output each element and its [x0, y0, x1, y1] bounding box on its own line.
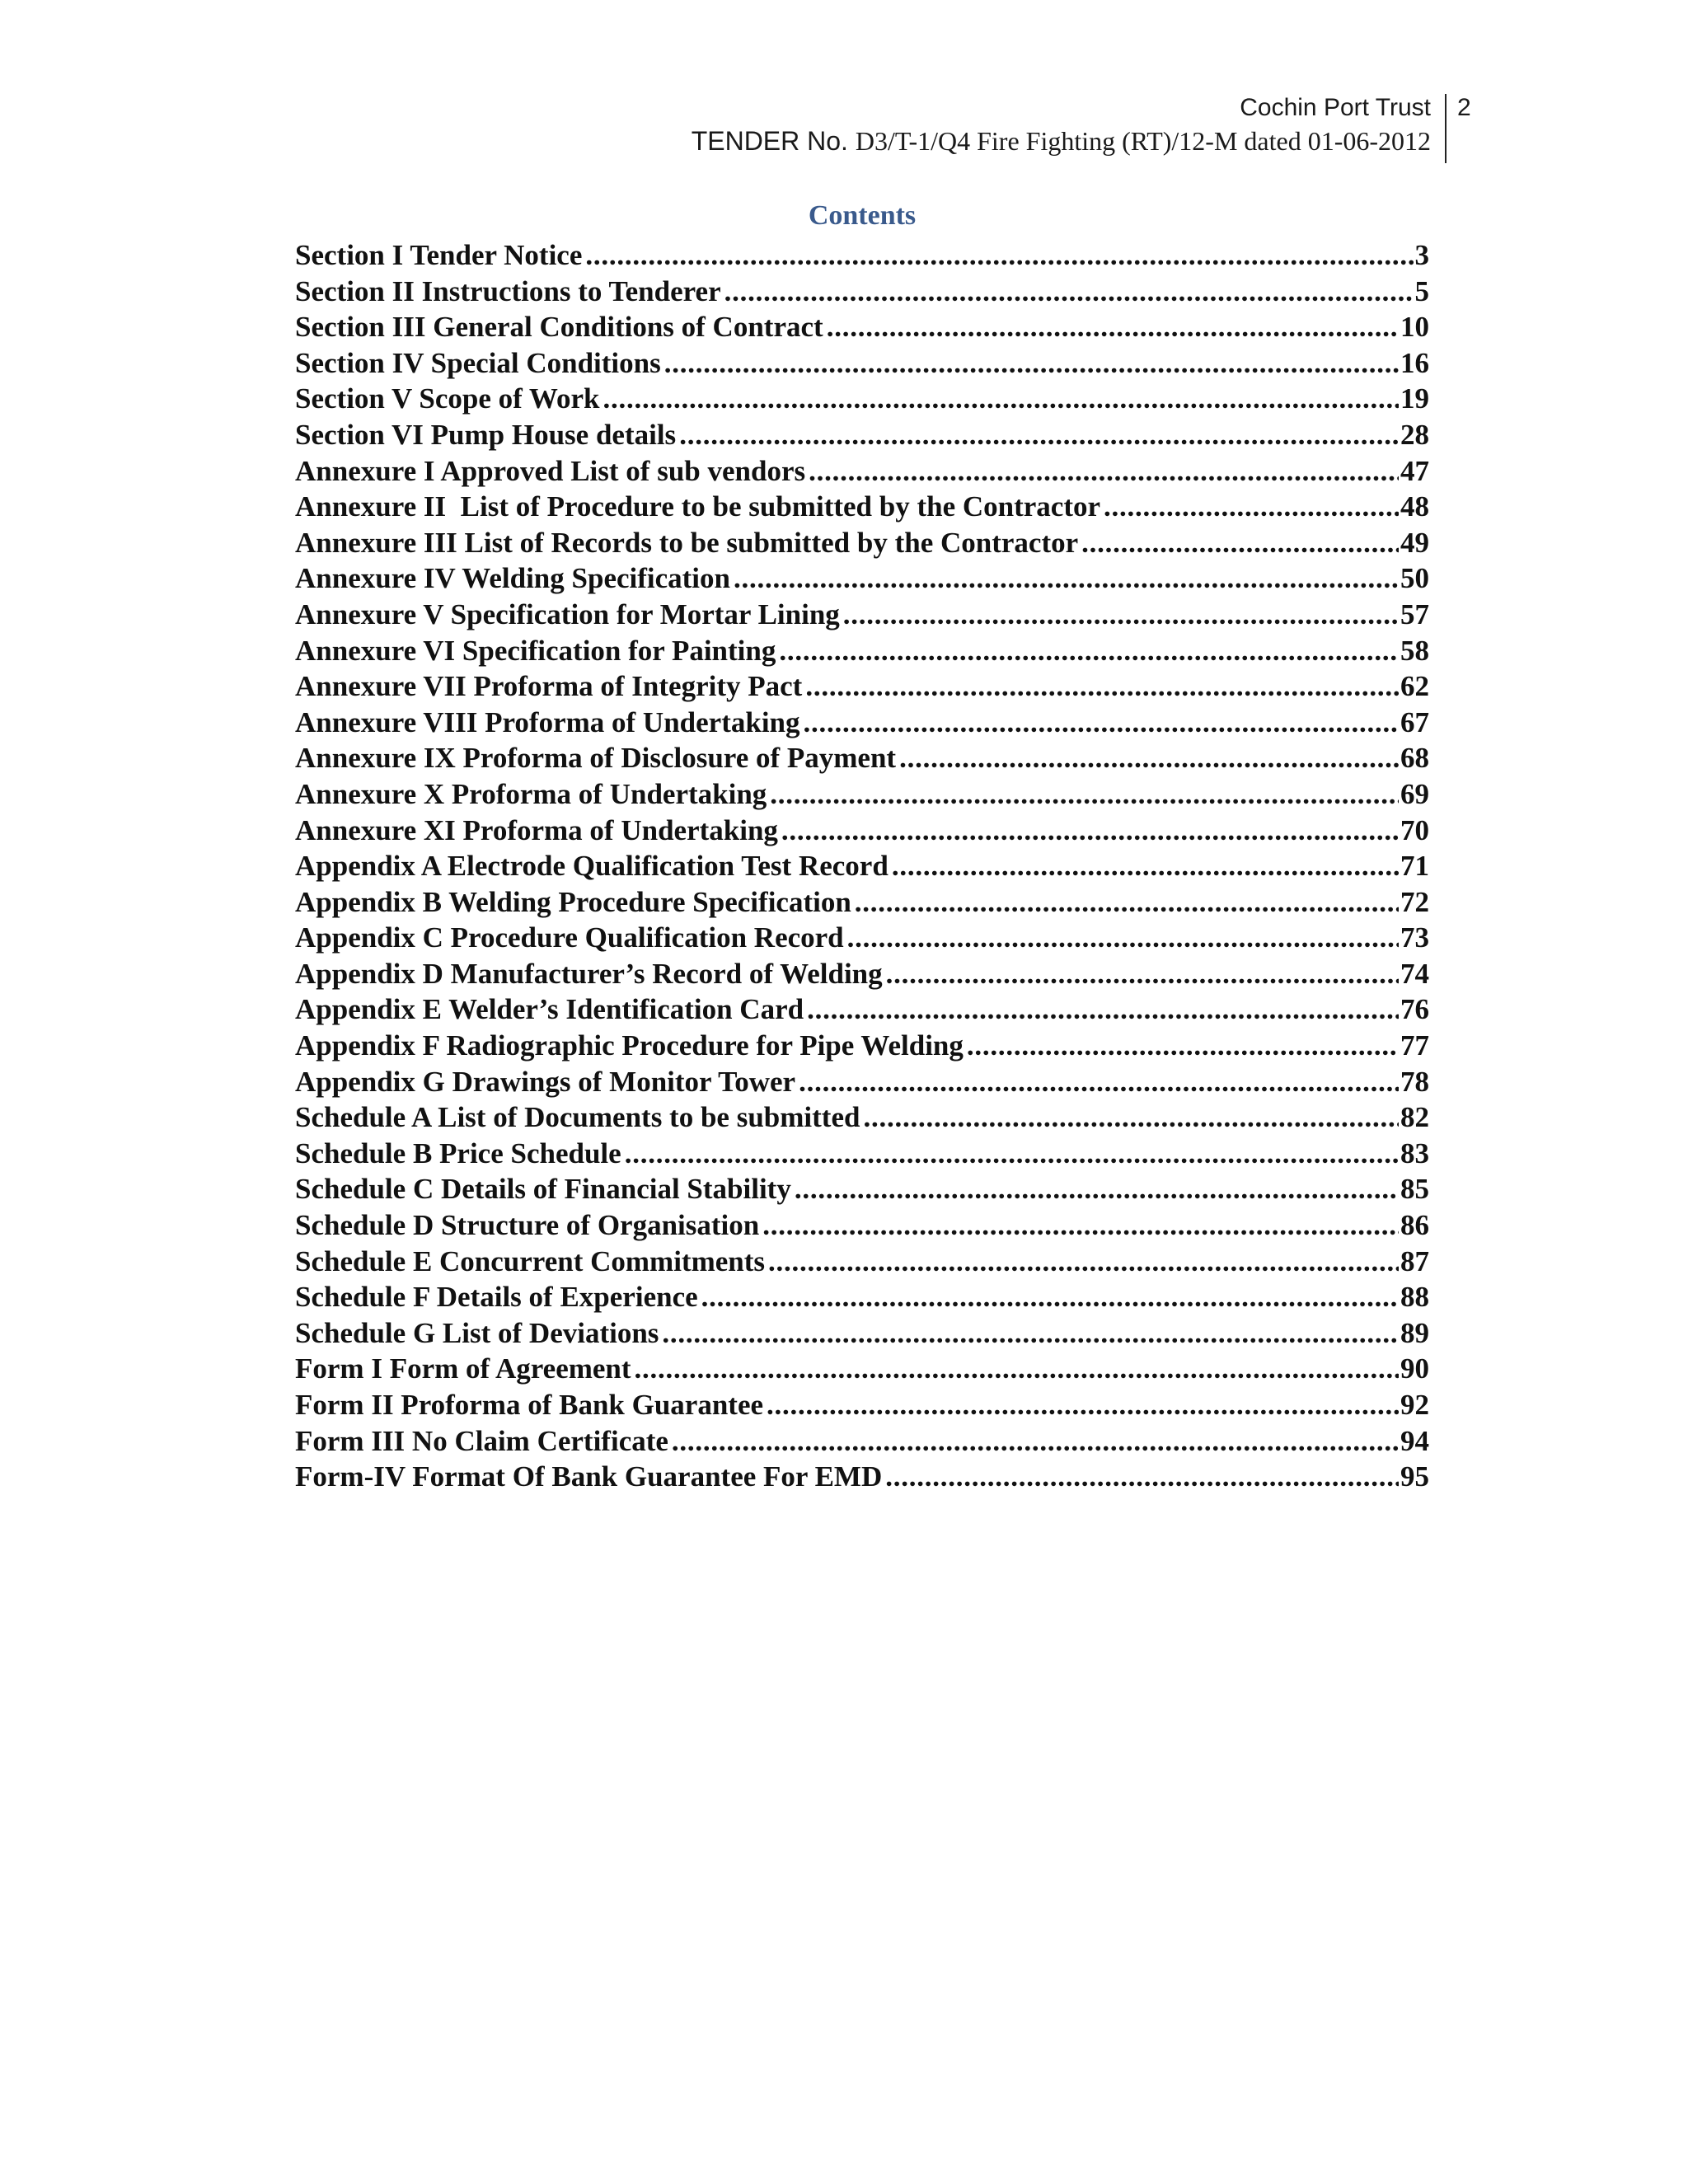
toc-entry[interactable]: [295, 740, 1429, 776]
toc-entry-label: Form III No Claim Certificate: [295, 1424, 668, 1457]
toc-entry-label: Section I Tender Notice: [295, 239, 583, 271]
dot-leader: [762, 1207, 1399, 1244]
toc-entry[interactable]: [295, 453, 1429, 490]
toc-entry-label: Form-IV Format Of Bank Guarantee For EMD: [295, 1460, 883, 1493]
toc-entry[interactable]: [295, 813, 1429, 849]
toc-entry-label: Schedule F Details of Experience: [295, 1281, 698, 1314]
toc-entry-label: Annexure II List of Procedure to be submitted by the Contractor: [295, 490, 1101, 523]
toc-entry[interactable]: [295, 1423, 1429, 1460]
toc-entry[interactable]: [295, 274, 1429, 310]
dot-leader: [724, 274, 1414, 310]
toc-entry-label: Appendix G Drawings of Monitor Tower: [295, 1065, 796, 1098]
toc-entry-label: Annexure X Proforma of Undertaking: [295, 777, 767, 810]
toc-entry[interactable]: [295, 1171, 1429, 1207]
toc-entry[interactable]: [295, 705, 1429, 741]
toc-entry-page: 87: [1400, 1244, 1429, 1277]
toc-entry-page: 67: [1400, 705, 1429, 738]
toc-entry-label: Appendix D Manufacturer’s Record of Welding: [295, 957, 883, 990]
toc-entry-label: Annexure VIII Proforma of Undertaking: [295, 705, 800, 738]
toc-entry-label: Appendix B Welding Procedure Specification: [295, 885, 851, 918]
toc-entry-label: Section VI Pump House details: [295, 418, 677, 451]
toc-entry-label: Section II Instructions to Tenderer: [295, 274, 721, 307]
toc-entry-label: Schedule B Price Schedule: [295, 1137, 621, 1169]
toc-entry-page: 83: [1400, 1137, 1429, 1169]
toc-entry-page: 90: [1400, 1352, 1429, 1385]
toc-entry-page: 68: [1400, 742, 1429, 775]
toc-entry-page: 19: [1400, 382, 1429, 415]
dot-leader: [662, 1315, 1399, 1352]
toc-entry-label: Appendix E Welder’s Identification Card: [295, 993, 804, 1026]
dot-leader: [779, 633, 1399, 669]
toc-entry-page: 16: [1400, 346, 1429, 379]
toc-entry-page: 82: [1400, 1101, 1429, 1134]
dot-leader: [804, 705, 1399, 741]
toc-entry-page: 76: [1400, 993, 1429, 1026]
tender-number: D3/T-1/Q4 Fire Fighting (RT)/12-M dated 01-06-2012: [855, 126, 1431, 156]
toc-entry-label: Appendix A Electrode Qualification Test Record: [295, 850, 889, 883]
dot-leader: [885, 1459, 1399, 1495]
dot-leader: [847, 920, 1399, 956]
toc-entry-label: Form I Form of Agreement: [295, 1352, 631, 1385]
toc-entry[interactable]: [295, 1279, 1429, 1315]
toc-entry-page: 95: [1400, 1460, 1429, 1493]
toc-entry-label: Annexure VI Specification for Painting: [295, 634, 776, 667]
toc-entry[interactable]: [295, 1028, 1429, 1064]
toc-entry[interactable]: [295, 1244, 1429, 1280]
toc-entry-page: 88: [1400, 1281, 1429, 1314]
toc-entry[interactable]: [295, 417, 1429, 453]
toc-entry-page: 85: [1400, 1173, 1429, 1206]
page-header: [692, 92, 1431, 158]
dot-leader: [635, 1351, 1399, 1387]
toc-entry-page: 3: [1414, 239, 1429, 271]
toc-entry-label: Annexure IX Proforma of Disclosure of Payment: [295, 742, 897, 775]
toc-entry-label: Schedule A List of Documents to be submitted: [295, 1101, 860, 1134]
toc-entry-page: 94: [1400, 1424, 1429, 1457]
toc-entry[interactable]: [295, 309, 1429, 345]
toc-entry[interactable]: [295, 884, 1429, 921]
dot-leader: [625, 1136, 1399, 1172]
toc-entry[interactable]: [295, 1351, 1429, 1387]
dot-leader: [734, 560, 1399, 597]
dot-leader: [855, 884, 1399, 921]
toc-entry-page: 48: [1400, 490, 1429, 523]
toc-entry[interactable]: [295, 1136, 1429, 1172]
toc-entry[interactable]: [295, 668, 1429, 705]
toc-entry-page: 69: [1400, 777, 1429, 810]
toc-entry-label: Annexure I Approved List of sub vendors: [295, 454, 806, 487]
toc-entry[interactable]: [295, 489, 1429, 525]
toc-entry-page: 77: [1400, 1029, 1429, 1062]
toc-entry[interactable]: [295, 237, 1429, 274]
toc-entry-page: 10: [1400, 311, 1429, 344]
dot-leader: [701, 1279, 1399, 1315]
dot-leader: [768, 1244, 1399, 1280]
toc-entry-page: 28: [1400, 418, 1429, 451]
dot-leader: [827, 309, 1399, 345]
dot-leader: [892, 848, 1399, 884]
toc-entry-label: Appendix F Radiographic Procedure for Pipe Welding: [295, 1029, 964, 1062]
dot-leader: [770, 776, 1399, 813]
toc-entry-page: 50: [1400, 562, 1429, 595]
toc-entry[interactable]: [295, 560, 1429, 597]
toc-entry-page: 47: [1400, 454, 1429, 487]
toc-entry-label: Annexure XI Proforma of Undertaking: [295, 813, 778, 846]
toc-entry[interactable]: [295, 920, 1429, 956]
toc-entry-label: Section III General Conditions of Contract: [295, 311, 823, 344]
dot-leader: [781, 813, 1399, 849]
dot-leader: [585, 237, 1413, 274]
toc-entry-page: 72: [1400, 885, 1429, 918]
toc-entry-page: 74: [1400, 957, 1429, 990]
toc-entry-page: 73: [1400, 921, 1429, 954]
toc-entry-page: 92: [1400, 1389, 1429, 1421]
toc-entry[interactable]: [295, 597, 1429, 633]
contents-heading: Contents: [808, 200, 917, 231]
dot-leader: [672, 1423, 1399, 1460]
dot-leader: [805, 668, 1399, 705]
toc-entry[interactable]: [295, 345, 1429, 382]
toc-entry-label: Schedule E Concurrent Commitments: [295, 1244, 766, 1277]
dot-leader: [1081, 525, 1399, 561]
toc-entry-page: 57: [1400, 598, 1429, 630]
dot-leader: [799, 1064, 1399, 1100]
toc-entry[interactable]: [295, 1459, 1429, 1495]
dot-leader: [809, 453, 1399, 490]
dot-leader: [807, 991, 1399, 1028]
header-divider: [1445, 94, 1447, 163]
dot-leader: [843, 597, 1399, 633]
dot-leader: [899, 740, 1399, 776]
toc-entry-page: 86: [1400, 1209, 1429, 1242]
toc-entry[interactable]: [295, 776, 1429, 813]
toc-entry-page: 71: [1400, 850, 1429, 883]
dot-leader: [886, 956, 1399, 992]
toc-entry-label: Schedule G List of Deviations: [295, 1316, 659, 1349]
tender-reference: [692, 124, 1431, 158]
toc-entry[interactable]: [295, 1387, 1429, 1423]
tender-prefix: TENDER No.: [691, 126, 856, 156]
toc-entry[interactable]: [295, 956, 1429, 992]
page-number: 2: [1457, 94, 1471, 121]
toc-entry-label: Annexure VII Proforma of Integrity Pact: [295, 670, 803, 703]
dot-leader: [967, 1028, 1399, 1064]
dot-leader: [767, 1387, 1399, 1423]
toc-entry-label: Annexure IV Welding Specification: [295, 562, 730, 595]
toc-entry[interactable]: [295, 1315, 1429, 1352]
dot-leader: [863, 1099, 1399, 1136]
toc-entry[interactable]: [295, 525, 1429, 561]
toc-entry-label: Appendix C Procedure Qualification Record: [295, 921, 844, 954]
toc-entry-page: 78: [1400, 1065, 1429, 1098]
toc-entry[interactable]: [295, 991, 1429, 1028]
toc-entry[interactable]: [295, 381, 1429, 417]
toc-entry-label: Section V Scope of Work: [295, 382, 600, 415]
toc-entry-page: 89: [1400, 1316, 1429, 1349]
toc-entry-page: 70: [1400, 813, 1429, 846]
toc-entry-page: 58: [1400, 634, 1429, 667]
toc-entry[interactable]: [295, 1099, 1429, 1136]
toc-entry-label: Section IV Special Conditions: [295, 346, 661, 379]
dot-leader: [795, 1171, 1399, 1207]
toc-entry[interactable]: [295, 848, 1429, 884]
toc-entry-label: Annexure III List of Records to be submitted by the Contractor: [295, 526, 1079, 559]
organization-name: Cochin Port Trust: [1240, 94, 1431, 121]
toc-entry[interactable]: [295, 633, 1429, 669]
toc-entry-label: Form II Proforma of Bank Guarantee: [295, 1389, 764, 1421]
dot-leader: [603, 381, 1399, 417]
toc-entry-page: 5: [1414, 274, 1429, 307]
toc-entry-label: Annexure V Specification for Mortar Lining: [295, 598, 840, 630]
dot-leader: [679, 417, 1399, 453]
dot-leader: [1104, 489, 1399, 525]
toc-entry-label: Schedule C Details of Financial Stability: [295, 1173, 791, 1206]
dot-leader: [664, 345, 1399, 382]
toc-entry-page: 62: [1400, 670, 1429, 703]
toc-entry[interactable]: [295, 1064, 1429, 1100]
toc-entry-label: Schedule D Structure of Organisation: [295, 1209, 760, 1242]
toc-entry[interactable]: [295, 1207, 1429, 1244]
toc-entry-page: 49: [1400, 526, 1429, 559]
table-of-contents: [295, 237, 1429, 1495]
